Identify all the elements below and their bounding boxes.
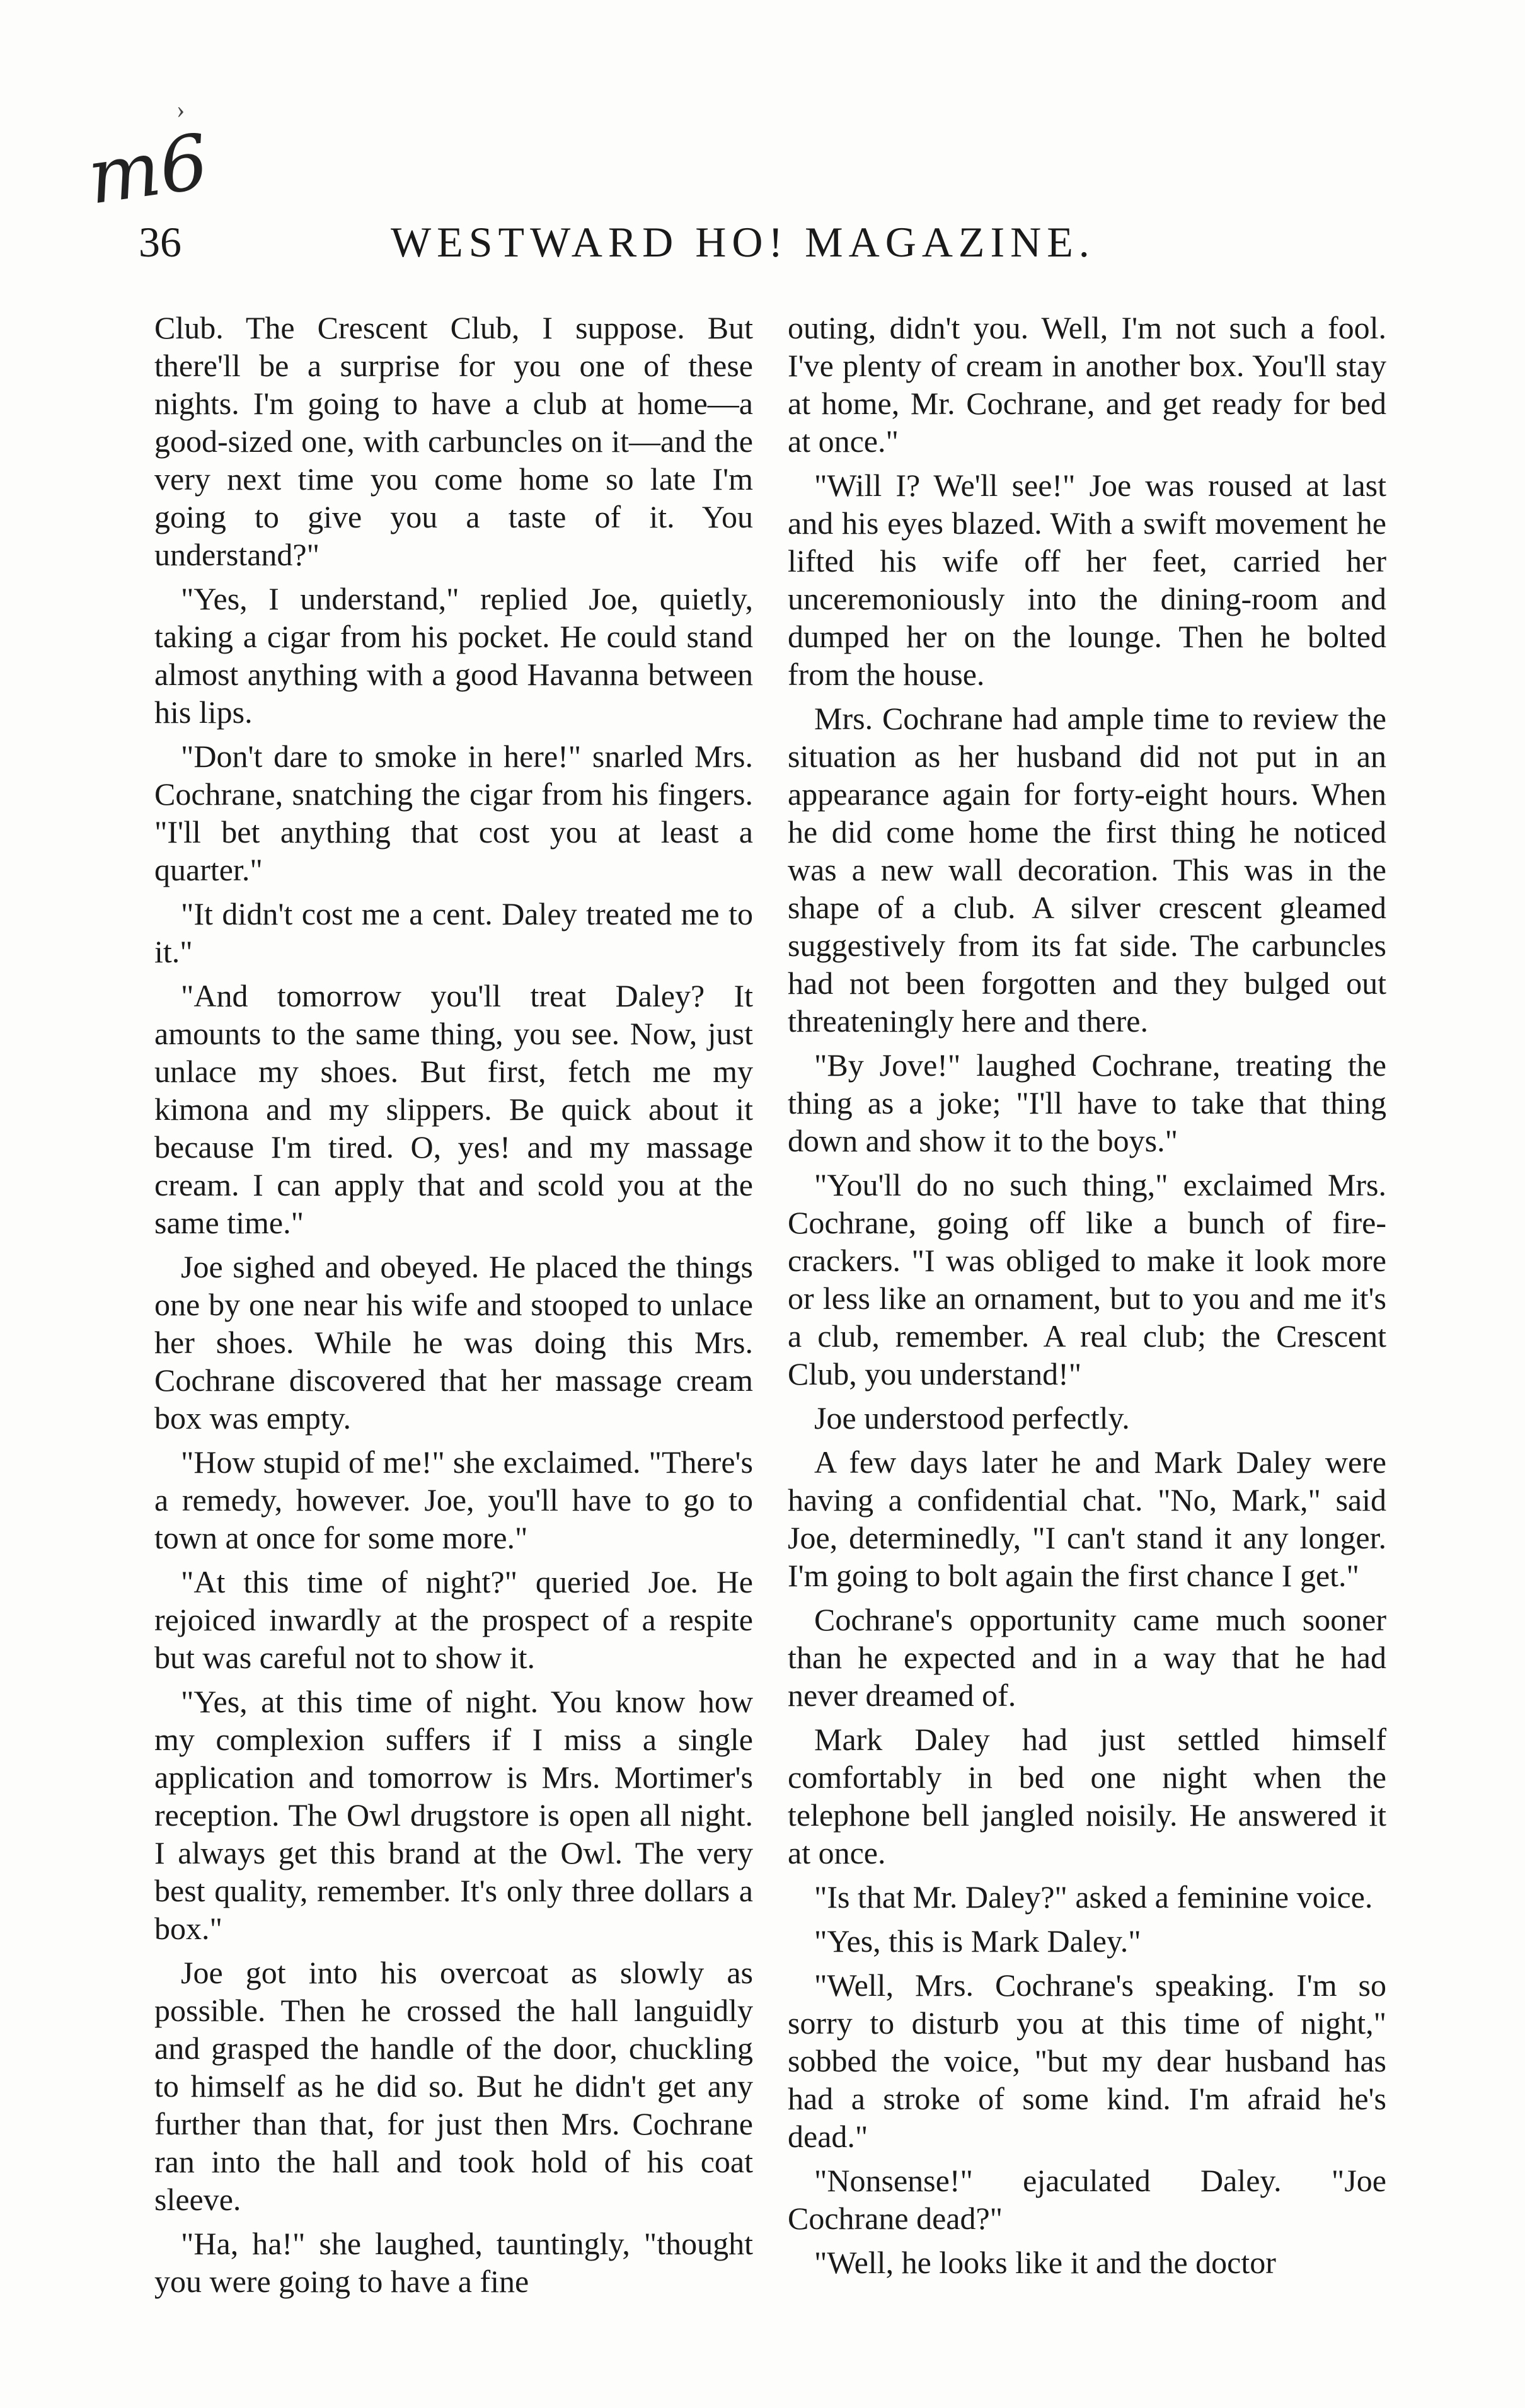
paragraph: Mark Daley had just settled himself comfortably in bed one night when the telephone bell jangled noisily. He answered it at once. [788, 1722, 1386, 1870]
paragraph: Club. The Crescent Club, I suppose. But there'll be a surprise for you one of these nights. I'm going to have a club at home—a good-sized one, with carbuncles on it—and the very next time you come home so late I'm going to give you a taste of it. You understand?" [154, 310, 753, 572]
paragraph: "And tomorrow you'll treat Daley? It amounts to the same thing, you see. Now, just unlace my shoes. But first, fetch me my kimona and my slippers. Be quick about it because I'm tired. O, yes! and my massage cream. I can apply that and scold you at the same time." [154, 978, 753, 1240]
paragraph: A few days later he and Mark Daley were having a confidential chat. "No, Mark," said Joe, determinedly, "I can't stand it any longer. I'm going to bolt again the first chance I get." [788, 1444, 1386, 1593]
paragraph: "Is that Mr. Daley?" asked a feminine voice. [814, 1879, 1373, 1915]
stray-mark: › [176, 95, 185, 124]
paragraph: "Well, Mrs. Cochrane's speaking. I'm so sorry to disturb you at this time of night," sobbed the voice, "but my dear husband has had a stroke of some kind. I'm afraid he's dead." [788, 1967, 1386, 2154]
paragraph: "You'll do no such thing," exclaimed Mrs. Cochrane, going off like a bunch of fire-crackers. "I was obliged to make it look more or less like an ornament, but to you and me it's a club, remember. A real club; the Crescent Club, you understand!" [788, 1167, 1386, 1391]
paragraph: "Yes, I understand," replied Joe, quietly, taking a cigar from his pocket. He could stand almost anything with a good Havanna between his lips. [154, 581, 753, 730]
paragraph: "Yes, at this time of night. You know how my complexion suffers if I miss a single application and tomorrow is Mrs. Mortimer's reception. The Owl drugstore is open all night. I always get this brand at the Owl. The very best quality, remember. It's only three dollars a box." [154, 1684, 753, 1946]
paragraph: "Nonsense!" ejaculated Daley. "Joe Cochrane dead?" [788, 2163, 1386, 2236]
paragraph: "By Jove!" laughed Cochrane, treating the thing as a joke; "I'll have to take that thing down and show it to the boys." [788, 1047, 1386, 1158]
paragraph: "It didn't cost me a cent. Daley treated me to it." [154, 896, 753, 969]
paragraph: outing, didn't you. Well, I'm not such a fool. I've plenty of cream in another box. You'll stay at home, Mr. Cochrane, and get ready for bed at once." [788, 310, 1386, 459]
paragraph: Joe got into his overcoat as slowly as possible. Then he crossed the hall languidly and grasped the handle of the door, chuckling to himself as he did so. But he didn't get any further than that, for just then Mrs. Cochrane ran into the hall and took hold of his coat sleeve. [154, 1955, 753, 2217]
handwritten-annotation: m6 [83, 118, 214, 222]
running-head: WESTWARD HO! MAGAZINE. [391, 218, 1095, 266]
paragraph: "How stupid of me!" she exclaimed. "There's a remedy, however. Joe, you'll have to go to town at once for some more." [154, 1444, 753, 1555]
paragraph: Cochrane's opportunity came much sooner than he expected and in a way that he had never dreamed of. [788, 1602, 1386, 1713]
paragraph: "Don't dare to smoke in here!" snarled Mrs. Cochrane, snatching the cigar from his fingers. "I'll bet anything that cost you at least a quarter." [154, 739, 753, 887]
paragraph: "At this time of night?" queried Joe. He rejoiced inwardly at the prospect of a respite but was careful not to show it. [154, 1564, 753, 1675]
paragraph: "Will I? We'll see!" Joe was roused at last and his eyes blazed. With a swift movement he lifted his wife off her feet, carried her unceremoniously into the dining-room and dumped her on the lounge. Then he bolted from the house. [788, 468, 1386, 692]
paragraph: "Yes, this is Mark Daley." [814, 1923, 1141, 1959]
paragraph: "Ha, ha!" she laughed, tauntingly, "thought you were going to have a fine [154, 2226, 753, 2299]
left-column [154, 309, 753, 2307]
paragraph: Joe understood perfectly. [814, 1400, 1130, 1436]
right-column [788, 309, 1386, 2288]
paragraph: Mrs. Cochrane had ample time to review the situation as her husband did not put in an appearance again for forty-eight hours. When he did come home the first thing he noticed was a new wall decoration. This was in the shape of a club. A silver crescent gleamed suggestively from its fat side. The carbuncles had not been forgotten and they bulged out threateningly here and there. [788, 701, 1386, 1039]
page-number: 36 [139, 218, 181, 266]
paragraph: "Well, he looks like it and the doctor [814, 2245, 1276, 2280]
paragraph: Joe sighed and obeyed. He placed the things one by one near his wife and stooped to unlace her shoes. While he was doing this Mrs. Cochrane discovered that her massage cream box was empty. [154, 1249, 753, 1436]
